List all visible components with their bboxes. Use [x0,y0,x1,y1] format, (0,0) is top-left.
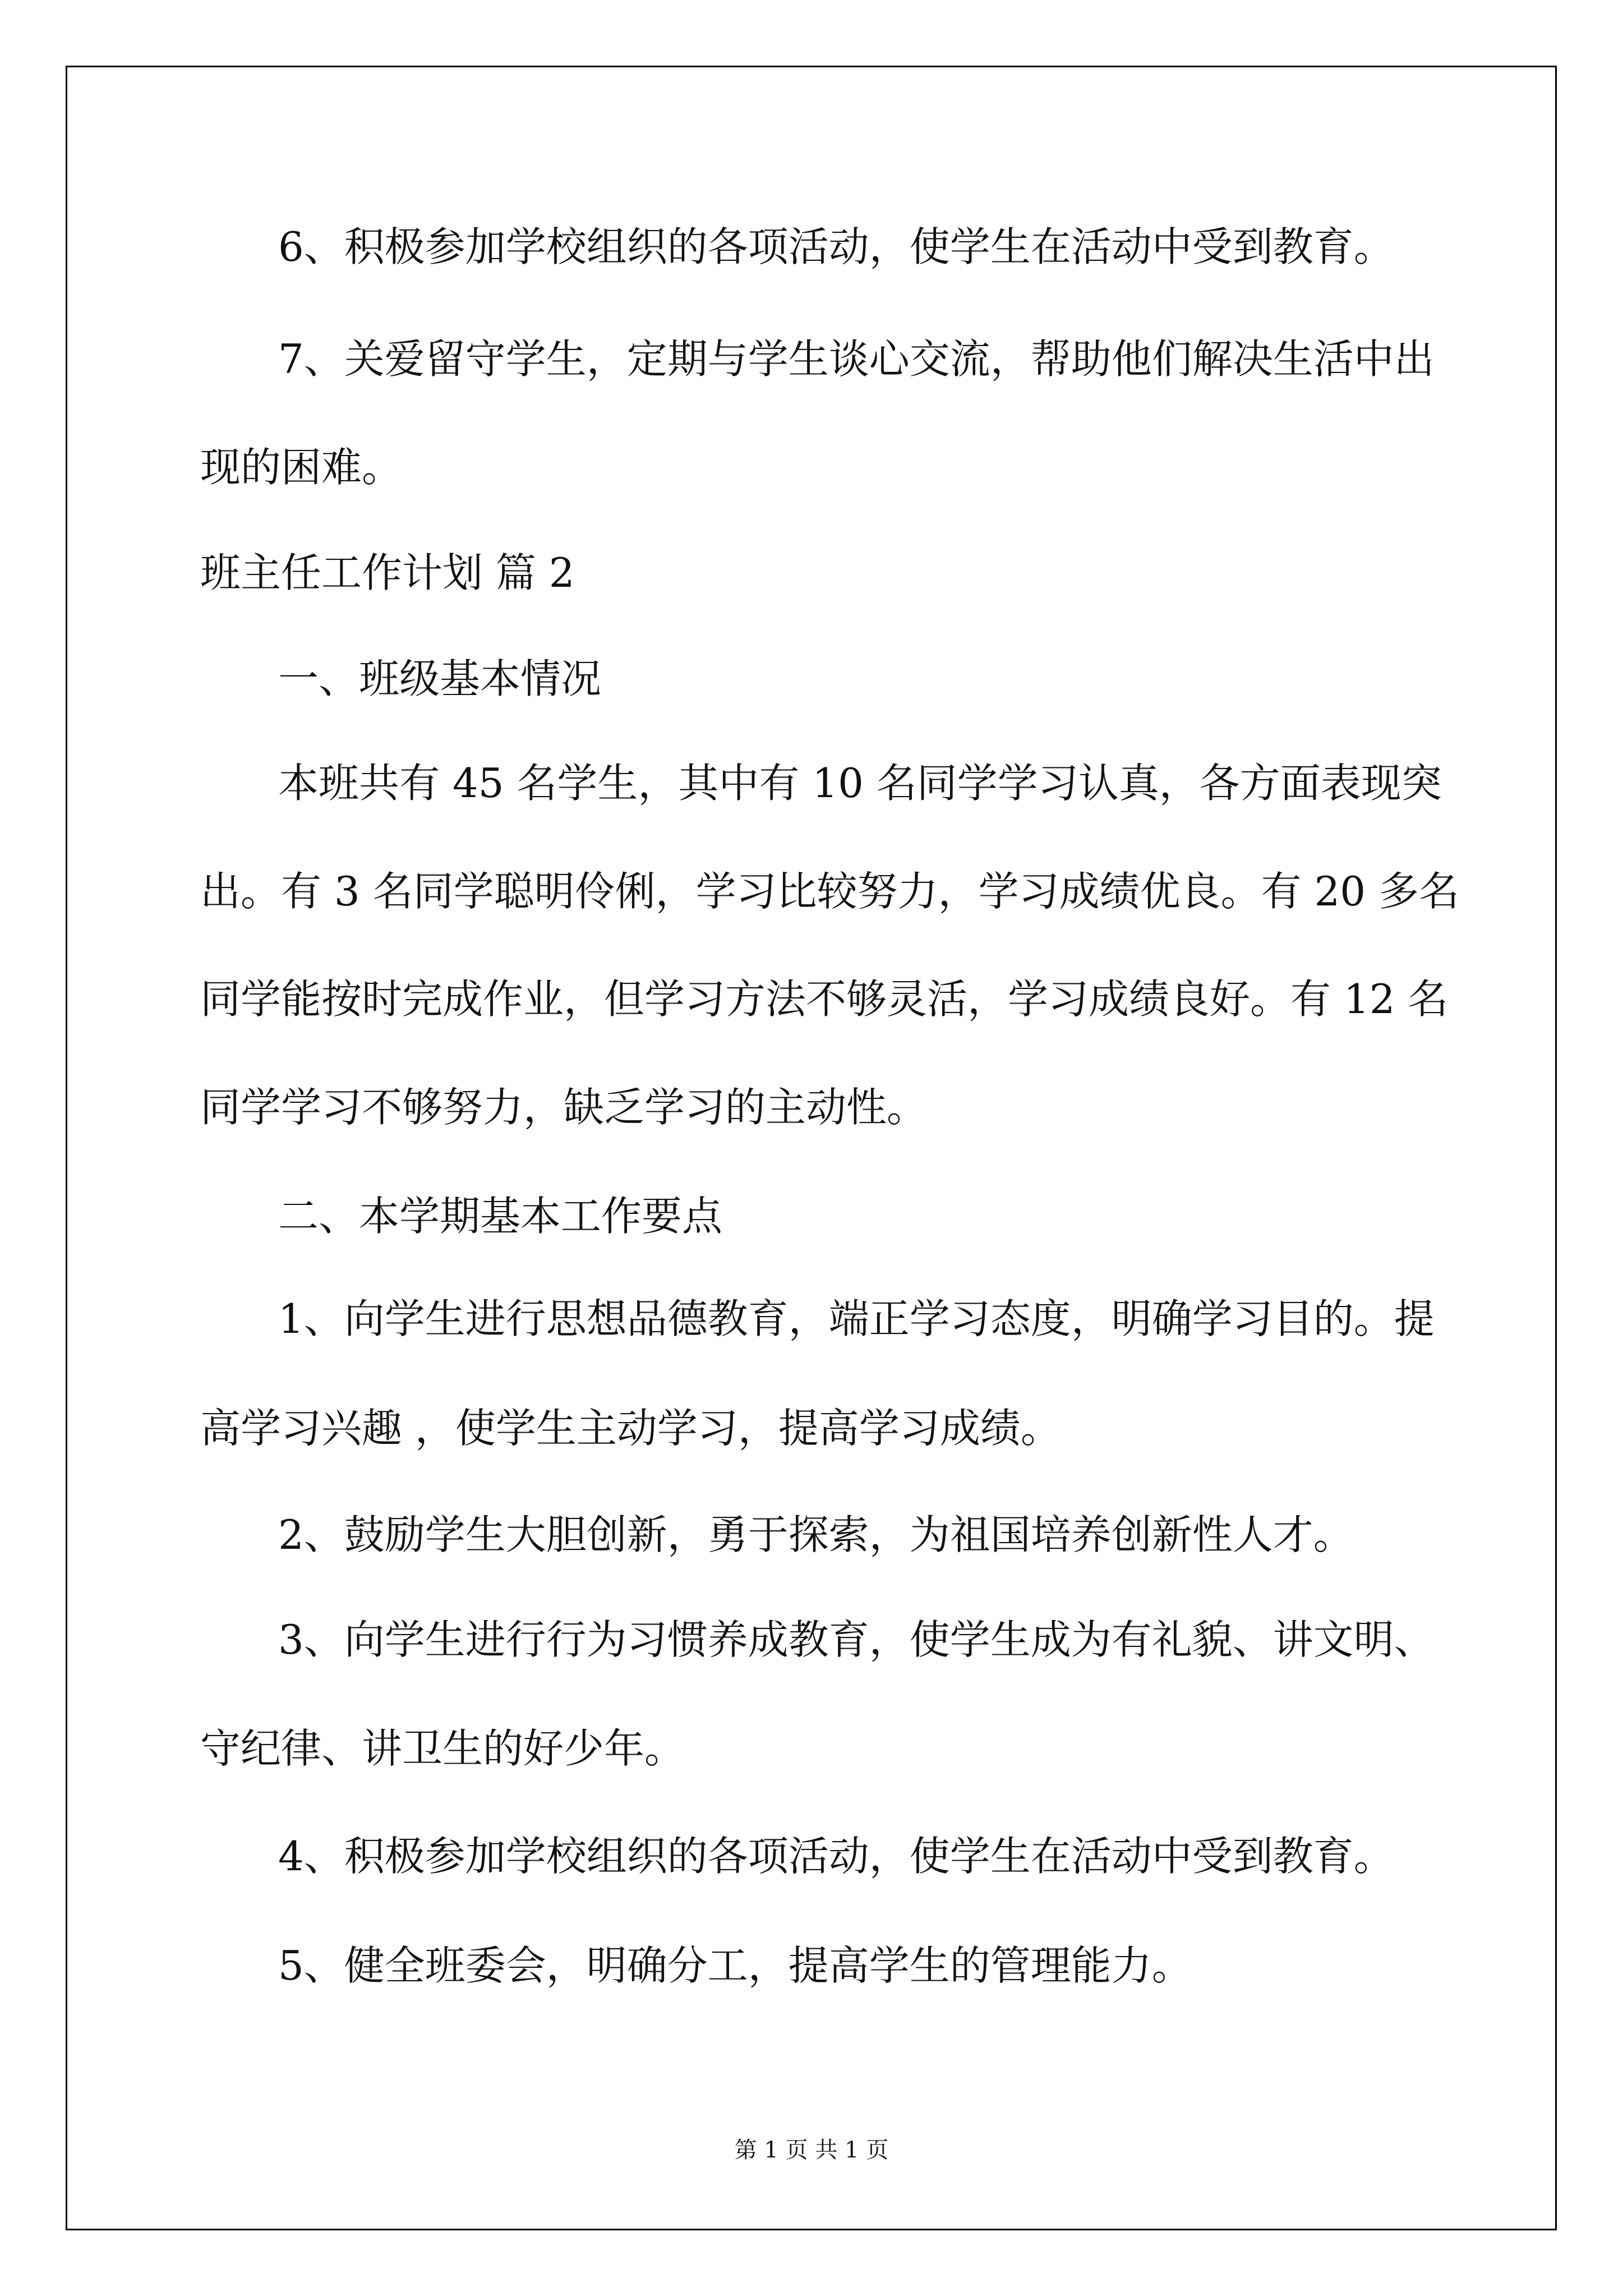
section-heading-class-overview: 一、班级基本情况 [278,655,602,702]
section-heading-work-points: 二、本学期基本工作要点 [278,1193,723,1240]
paragraph-item-7-line-1: 7、关爱留守学生，定期与学生谈心交流，帮助他们解决生活中出 [278,335,1435,383]
class-info-line-3: 同学能按时完成作业，但学习方法不够灵活，学习成绩良好。有 12 名 [200,976,1449,1023]
section-title: 班主任工作计划 篇 2 [200,549,575,596]
work-point-2: 2、鼓励学生大胆创新，勇于探索，为祖国培养创新性人才。 [278,1511,1354,1558]
page-footer: 第 1 页 共 1 页 [734,2137,889,2163]
page-border [66,66,1557,2230]
work-point-1-line-1: 1、向学生进行思想品德教育，端正学习态度，明确学习目的。提 [278,1295,1435,1342]
work-point-5: 5、健全班委会，明确分工，提高学生的管理能力。 [278,1942,1192,1989]
work-point-4: 4、积极参加学校组织的各项活动，使学生在活动中受到教育。 [278,1833,1394,1880]
paragraph-item-7-line-2: 现的困难。 [200,444,403,491]
class-info-line-1: 本班共有 45 名学生，其中有 10 名同学学习认真，各方面表现突 [278,760,1442,807]
class-info-line-2: 出。有 3 名同学聪明伶俐，学习比较努力，学习成绩优良。有 20 多名 [200,868,1459,915]
class-info-line-4: 同学学习不够努力，缺乏学习的主动性。 [200,1084,928,1131]
paragraph-item-6-line-1: 6、积极参加学校组织的各项活动，使学生在活动中受到教育。 [278,223,1394,270]
work-point-1-line-2: 高学习兴趣 ，使学生主动学习，提高学习成绩。 [200,1405,1061,1452]
work-point-3-line-1: 3、向学生进行行为习惯养成教育，使学生成为有礼貌、讲文明、 [278,1616,1435,1663]
work-point-3-line-2: 守纪律、讲卫生的好少年。 [200,1725,685,1772]
